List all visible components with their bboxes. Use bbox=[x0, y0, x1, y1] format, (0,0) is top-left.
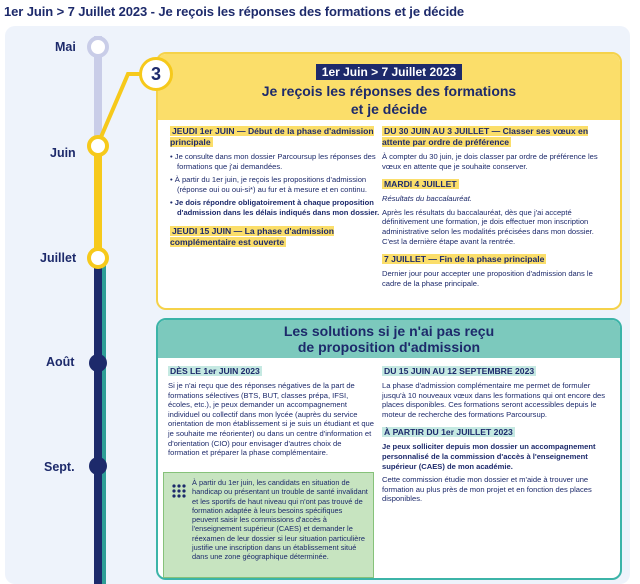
month-label-mai: Mai bbox=[55, 40, 76, 54]
bullet-consult: • Je consulte dans mon dossier Parcoursup les réponses des formations que j'ai demandées. bbox=[170, 152, 376, 171]
section-title-4-juillet: MARDI 4 JUILLET bbox=[384, 179, 457, 190]
timeline-track-teal bbox=[102, 258, 106, 584]
month-label-sept: Sept. bbox=[44, 460, 75, 474]
timeline-track-june bbox=[94, 144, 102, 258]
milestone-mai bbox=[89, 38, 107, 56]
text-inscription: Après les résultats du baccalauréat, dès que j'ai accepté définitivement une formation, je dois effectuer mon inscription administrative selon les modalités précisées dans mon dossier. C'est la dernière étape avant la rentrée. bbox=[382, 207, 594, 246]
step-number-badge: 3 bbox=[139, 57, 173, 91]
handicap-note-box bbox=[163, 472, 374, 578]
handicap-note-text: À partir du 1er juin, les candidats en situation de handicap ou présentant un trouble de santé invalidant et les sportifs de haut niveau qui n'ont pas trouvé de formation adaptée à leurs besoins spécifiques peuvent saisir les commissions d'accès à l'enseignement supérieur (CAES) et demander le réexamen de leur dossier si leur situation particulière justifie une inscription dans un établissement situé dans une zone géographique déterminée. bbox=[192, 478, 368, 562]
section-title-des-1er-juin: DÈS LE 1er JUIN 2023 bbox=[170, 366, 260, 376]
step-connector bbox=[98, 74, 142, 144]
solutions-title-line2: de proposition d'admission bbox=[297, 339, 481, 355]
text-caes: Je peux solliciter depuis mon dossier un accompagnement personnalisé de la commission d'accès à l'enseignement supérieur (CAES) de mon académie. bbox=[382, 442, 596, 471]
text-commission: Cette commission étudie mon dossier et m'aide à trouver une formation au plus près de mon projet et en fonction des places disponibles. bbox=[382, 475, 592, 504]
phase-title-line2: et je décide bbox=[350, 101, 428, 117]
milestone-juin bbox=[89, 137, 107, 155]
phase-left-column bbox=[170, 126, 380, 248]
section-title-15-juin: JEUDI 15 JUIN — La phase d'admission complémentaire est ouverte bbox=[170, 225, 335, 247]
section-title-1er-juin: JEUDI 1er JUIN — Début de la phase d'admission principale bbox=[170, 126, 374, 147]
milestone-juillet bbox=[89, 249, 107, 267]
section-title-15-juin-12-sept: DU 15 JUIN AU 12 SEPTEMBRE 2023 bbox=[384, 366, 535, 376]
text-bac-results: Résultats du baccalauréat. bbox=[382, 194, 472, 204]
phase-box bbox=[156, 52, 622, 310]
phase-date-banner: 1er Juin > 7 Juillet 2023 bbox=[316, 64, 462, 80]
month-label-juillet: Juillet bbox=[40, 251, 77, 265]
text-7-juillet: Dernier jour pour accepter une proposition d'admission dans le cadre de la phase principale. bbox=[382, 269, 593, 288]
phase-title-line1: Je reçois les réponses des formations bbox=[261, 83, 517, 99]
bullet-receive: • À partir du 1er juin, je reçois les propositions d'admission (réponse oui ou oui-si*) au fur et à mesure et en continu. bbox=[170, 175, 367, 194]
solutions-box-header bbox=[158, 320, 620, 358]
text-30-juin: À compter du 30 juin, je dois classer par ordre de préférence les vœux en attente que je souhaite conserver. bbox=[382, 152, 598, 171]
milestone-sept bbox=[89, 457, 107, 475]
milestone-aout bbox=[89, 354, 107, 372]
dots-icon bbox=[171, 483, 187, 499]
text-phase-complementaire: La phase d'admission complémentaire me permet de formuler jusqu'à 10 nouveaux vœux dans les formations qui ont encore des places disponibles. Ces formations seront accessibles depuis le moteur de recherche des formations Parcoursup. bbox=[382, 381, 606, 419]
page-title: 1er Juin > 7 Juillet 2023 - Je reçois les réponses des formations et je décide bbox=[4, 4, 465, 19]
bullet-respond: • Je dois répondre obligatoirement à chaque proposition d'admission dans les délais indiqués dans mon dossier. bbox=[170, 198, 380, 217]
solutions-left-column bbox=[168, 366, 374, 458]
solutions-title-line1: Les solutions si je n'ai pas reçu bbox=[283, 323, 495, 339]
text-accompagnement: Si je n'ai reçu que des réponses négatives de la part de formations sélectives (BTS, BUT, classes prépa, IFSI, écoles, etc.), je peux demander un accompagnement individuel ou collectif dans mon lycée (auprès du service orientation de mon établissement si je suis un étudiant et que je souhaite me réorienter) ou dans un centre d'information et d'orientation (CIO) pour envisager d'autres choix de formation et préparer la phase complémentaire. bbox=[168, 381, 375, 458]
section-title-30-juin: DU 30 JUIN AU 3 JUILLET — Classer ses vœux en attente par ordre de préférence bbox=[382, 126, 589, 147]
phase-right-column bbox=[382, 126, 612, 288]
month-label-aout: Août bbox=[46, 355, 75, 369]
section-title-1er-juillet: À PARTIR DU 1er JUILLET 2023 bbox=[384, 427, 513, 438]
phase-box-header bbox=[158, 54, 620, 120]
section-title-7-juillet: 7 JUILLET — Fin de la phase principale bbox=[384, 254, 545, 265]
month-label-juin: Juin bbox=[50, 146, 76, 160]
solutions-right-column bbox=[382, 366, 614, 504]
timeline-track-later bbox=[94, 258, 102, 584]
